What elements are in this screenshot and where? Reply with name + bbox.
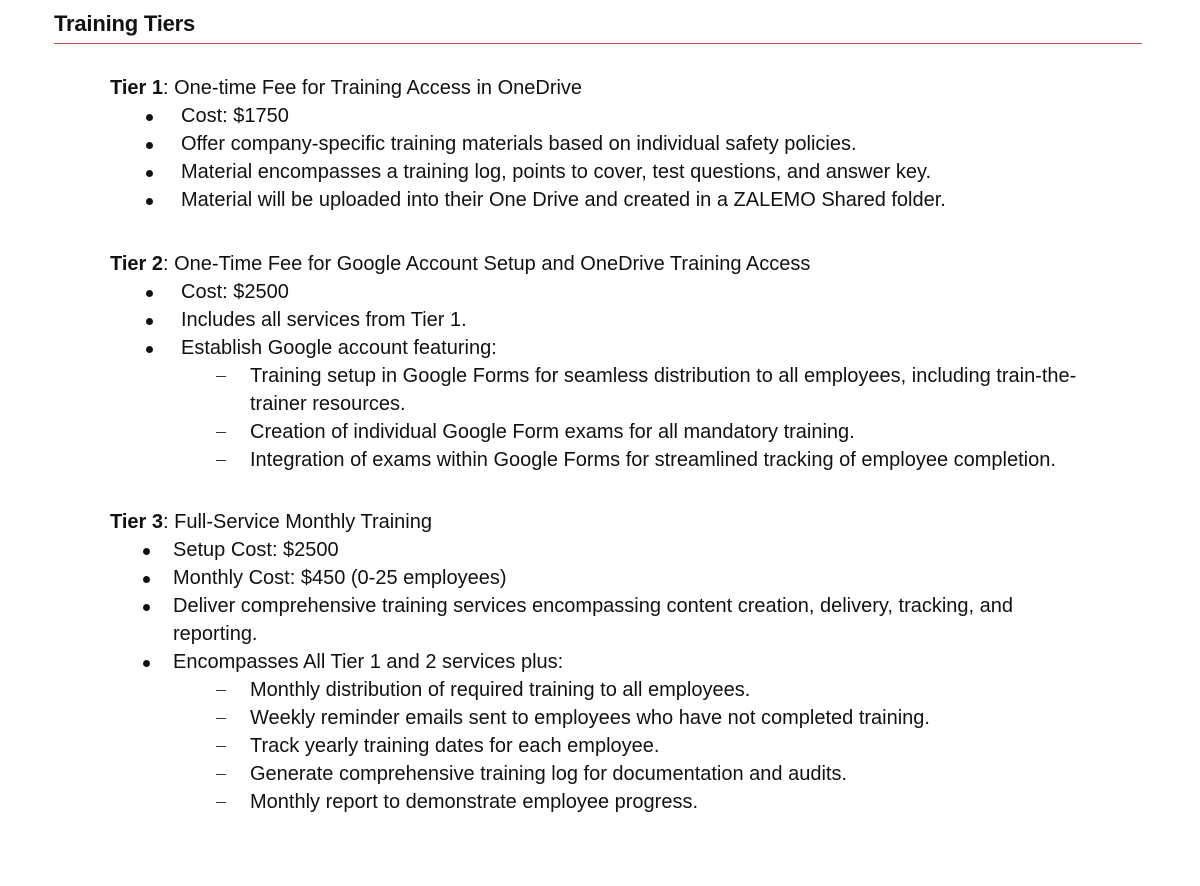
tier-2-sub-list [110, 362, 1076, 474]
bullet-icon [143, 548, 150, 555]
bullet-icon [143, 576, 150, 583]
tier-1-bullet-list [110, 102, 946, 214]
sub-list-item: Training setup in Google Forms for seamless distribution to all employees, including train-the- trainer resources. [110, 362, 1076, 418]
list-item: Setup Cost: $2500 [110, 536, 1013, 564]
dash-icon [216, 460, 226, 461]
tier-2-label: Tier 2 [110, 253, 163, 275]
tier-2-bullet-list [110, 278, 1076, 362]
bullet-icon [143, 604, 150, 611]
tier-3-section [110, 508, 1013, 816]
tier-2-section [110, 250, 1076, 474]
list-item: Establish Google account featuring: [110, 334, 1076, 362]
bullet-icon [146, 114, 153, 121]
sub-list-item: Monthly report to demonstrate employee progress. [110, 788, 1013, 816]
list-item: Cost: $1750 [110, 102, 946, 130]
bullet-icon [146, 318, 153, 325]
list-item: Encompasses All Tier 1 and 2 services plus: [110, 648, 1013, 676]
list-item: Material encompasses a training log, points to cover, test questions, and answer key. [110, 158, 946, 186]
sub-list-item: Creation of individual Google Form exams for all mandatory training. [110, 418, 1076, 446]
list-item: Includes all services from Tier 1. [110, 306, 1076, 334]
heading-divider [54, 43, 1142, 44]
sub-list-item: Track yearly training dates for each employee. [110, 732, 1013, 760]
bullet-icon [146, 170, 153, 177]
dash-icon [216, 802, 226, 803]
sub-list-item: Generate comprehensive training log for documentation and audits. [110, 760, 1013, 788]
dash-icon [216, 432, 226, 433]
sub-list-item: Weekly reminder emails sent to employees who have not completed training. [110, 704, 1013, 732]
list-item: Offer company-specific training materials based on individual safety policies. [110, 130, 946, 158]
list-item: Deliver comprehensive training services encompassing content creation, delivery, tracking, and reporting. [110, 592, 1013, 648]
tier-1-label: Tier 1 [110, 77, 163, 99]
tier-3-description: : Full-Service Monthly Training [163, 511, 432, 533]
bullet-icon [146, 142, 153, 149]
dash-icon [216, 376, 226, 377]
sub-list-item: Monthly distribution of required training to all employees. [110, 676, 1013, 704]
tier-3-bullet-list [110, 536, 1013, 676]
tier-3-sub-list [110, 676, 1013, 816]
dash-icon [216, 746, 226, 747]
bullet-icon [146, 346, 153, 353]
tier-2-title [110, 250, 1076, 278]
tier-1-title [110, 74, 946, 102]
bullet-icon [146, 290, 153, 297]
tier-2-description: : One-Time Fee for Google Account Setup and OneDrive Training Access [163, 253, 811, 275]
list-item: Cost: $2500 [110, 278, 1076, 306]
tier-3-label: Tier 3 [110, 511, 163, 533]
tier-1-description: : One-time Fee for Training Access in OneDrive [163, 77, 583, 99]
tier-1-section [110, 74, 946, 214]
bullet-icon [143, 660, 150, 667]
dash-icon [216, 718, 226, 719]
sub-list-item: Integration of exams within Google Forms for streamlined tracking of employee completion. [110, 446, 1076, 474]
bullet-icon [146, 198, 153, 205]
list-item: Material will be uploaded into their One Drive and created in a ZALEMO Shared folder. [110, 186, 946, 214]
dash-icon [216, 774, 226, 775]
list-item: Monthly Cost: $450 (0-25 employees) [110, 564, 1013, 592]
dash-icon [216, 690, 226, 691]
page-title: Training Tiers [54, 11, 196, 36]
tier-3-title [110, 508, 1013, 536]
